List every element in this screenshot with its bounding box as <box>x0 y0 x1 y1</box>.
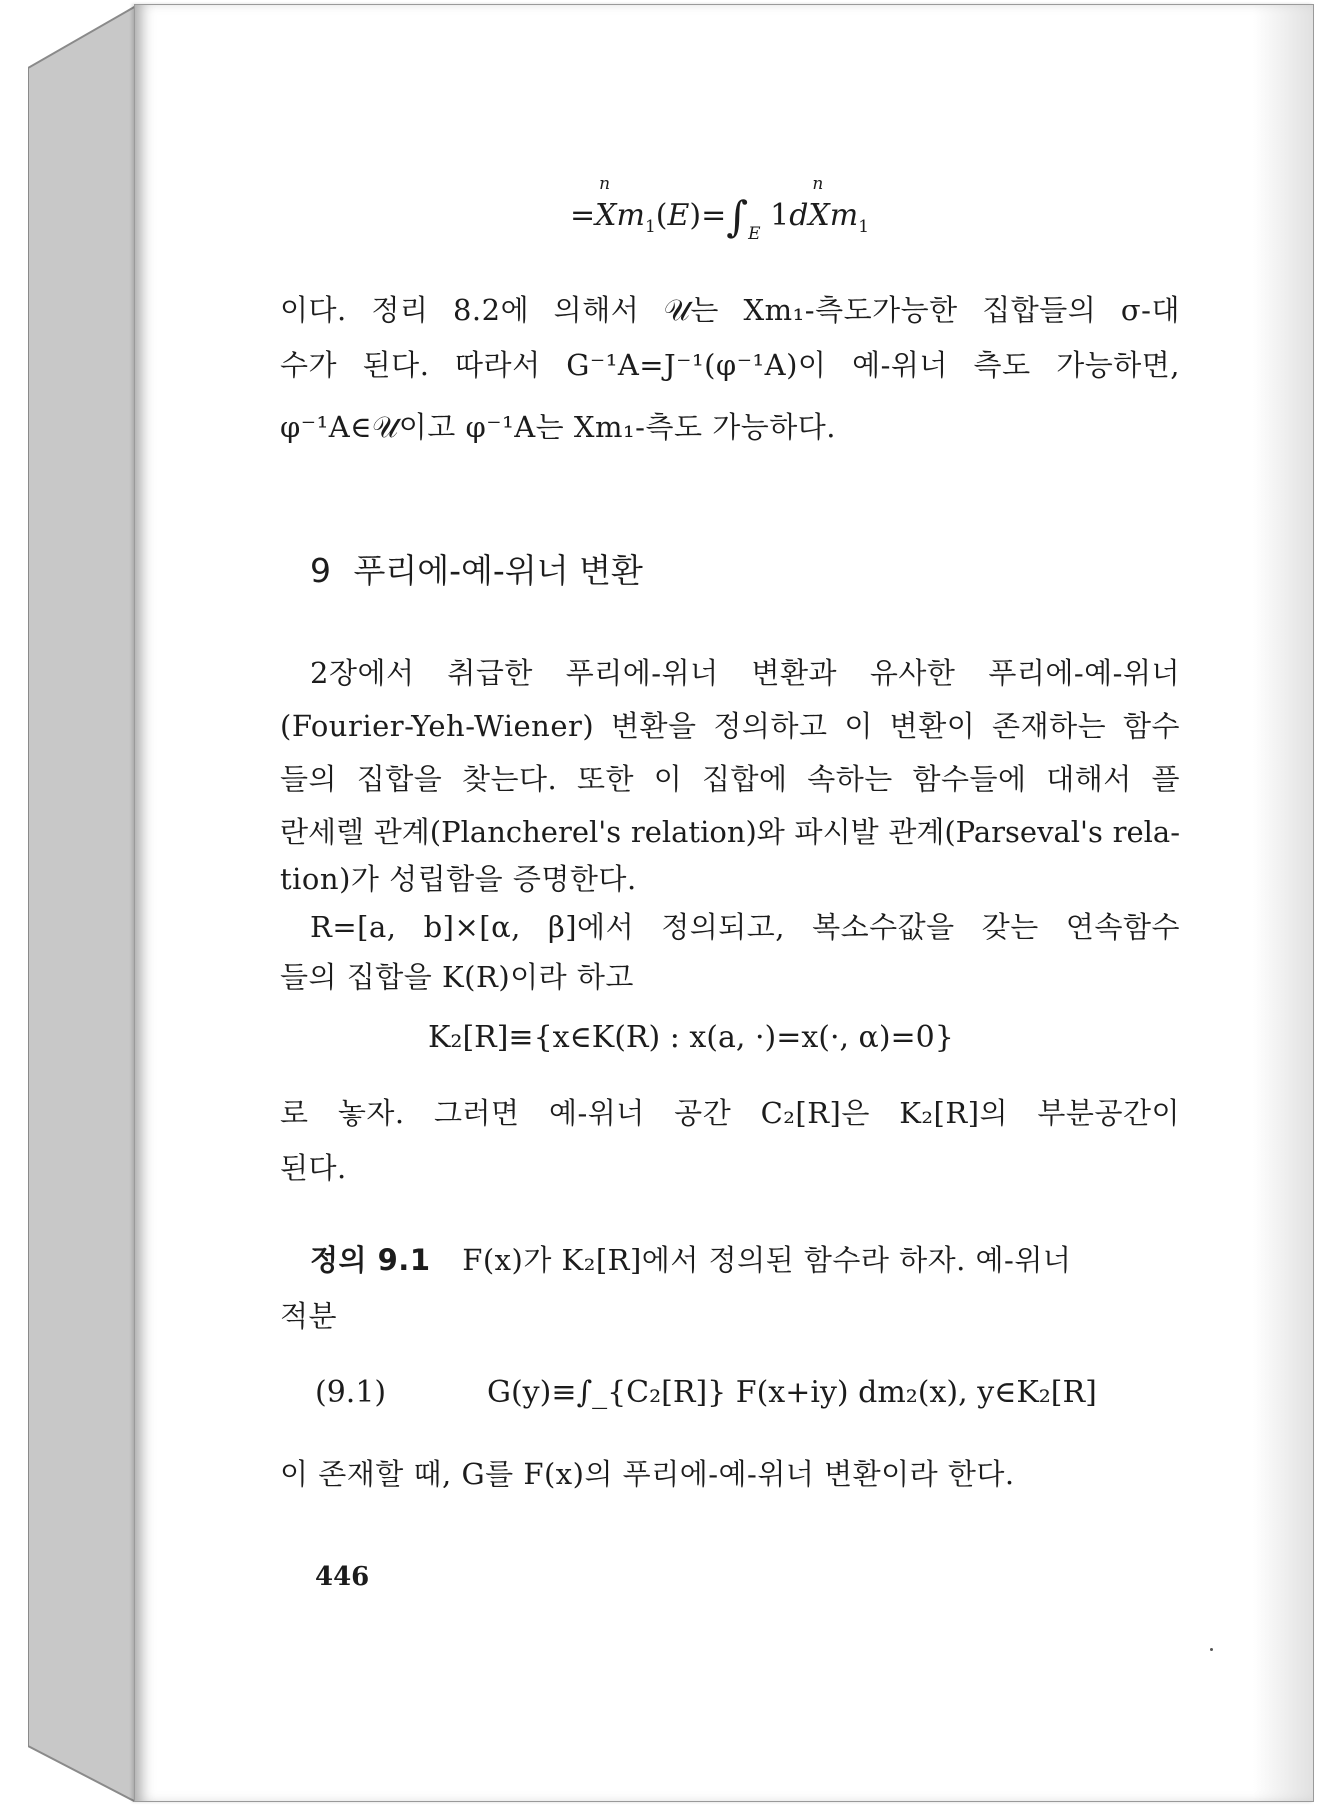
paragraph-2-line-4: 란세렐 관계(Plancherel's relation)와 파시발 관계(Parseval's rela- <box>280 815 1180 849</box>
paragraph-2-line-1: 2장에서 취급한 푸리에-위너 변환과 유사한 푸리에-예-위너 <box>310 656 1180 690</box>
definition-line-2: 적분 <box>280 1299 338 1333</box>
paragraph-4-line-2: 된다. <box>280 1151 347 1185</box>
definition-label: 정의 9.1 <box>310 1243 431 1277</box>
paragraph-2-line-3: 들의 집합을 찾는다. 또한 이 집합에 속하는 함수들에 대해서 플 <box>280 762 1180 796</box>
section-number: 9 <box>310 551 331 590</box>
definition-text: F(x)가 K₂[R]에서 정의된 함수라 하자. 예-위너 <box>462 1243 1072 1277</box>
book-page <box>134 4 1314 1802</box>
paragraph-1-line-2: 수가 된다. 따라서 G⁻¹A=J⁻¹(φ⁻¹A)이 예-위너 측도 가능하면, <box>280 348 1180 382</box>
book-spine <box>28 6 136 1802</box>
definition-line-1 <box>310 1238 1180 1279</box>
equation-number: (9.1) <box>315 1375 387 1410</box>
speck <box>1210 1648 1213 1651</box>
paragraph-1-line-1: 이다. 정리 8.2에 의해서 𝒰는 Xm₁-측도가능한 집합들의 σ-대 <box>280 293 1180 327</box>
equation-middle: K₂[R]≡{x∈K(R) : x(a, ·)=x(·, α)=0} <box>428 1020 954 1055</box>
equation-definition: G(y)≡∫_{C₂[R]} F(x+iy) dm₂(x), y∈K₂[R] <box>487 1375 1097 1410</box>
paragraph-2-line-5: tion)가 성립함을 증명한다. <box>280 862 637 896</box>
page-number: 446 <box>315 1562 370 1592</box>
paragraph-2-line-2: (Fourier-Yeh-Wiener) 변환을 정의하고 이 변환이 존재하는 함수 <box>280 709 1180 743</box>
paragraph-3-line-2: 들의 집합을 K(R)이라 하고 <box>280 960 634 994</box>
paragraph-5: 이 존재할 때, G를 F(x)의 푸리에-예-위너 변환이라 한다. <box>280 1457 1015 1491</box>
equation-top: = n $Xm_1(E)=\int_E$ 1d n $Xm_1$ <box>570 174 870 244</box>
paragraph-1-line-3: φ⁻¹A∈𝒰이고 φ⁻¹A는 Xm₁-측도 가능하다. <box>280 410 836 444</box>
paragraph-4-line-1: 로 놓자. 그러면 예-위너 공간 C₂[R]은 K₂[R]의 부분공간이 <box>280 1096 1180 1130</box>
section-heading <box>310 545 643 592</box>
paragraph-3-line-1: R=[a, b]×[α, β]에서 정의되고, 복소수값을 갖는 연속함수 <box>310 910 1180 944</box>
section-title: 푸리에-예-위너 변환 <box>353 551 643 590</box>
